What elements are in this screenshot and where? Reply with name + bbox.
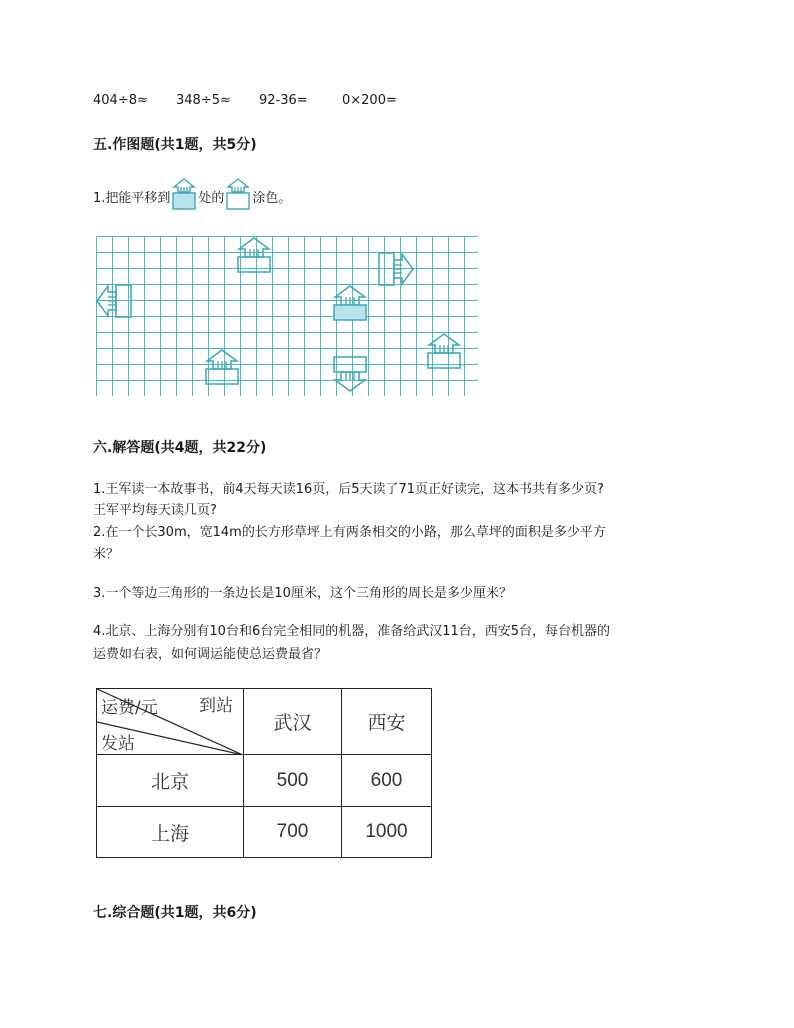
translation-grid-figure [96,236,478,396]
corner-label-destination: 到站 [199,696,233,716]
col-header-wuhan: 武汉 [244,689,342,755]
filled-house-icon [172,178,196,212]
calc-item-4: 0×200= [342,93,397,108]
calc-item-2: 348÷5≈ [176,93,231,108]
row-station-shanghai: 上海 [97,807,244,858]
fee-beijing-xian: 600 [342,755,432,807]
calc-item-3: 92-36= [259,93,308,108]
q1-prefix: 1.把能平移到 [93,191,171,206]
section6-q3: 3.一个等边三角形的一条边长是10厘米，这个三角形的周长是多少厘米？ [93,586,512,601]
section7-heading: 七.综合题(共1题，共6分) [93,905,257,921]
table-row [97,807,432,858]
fee-shanghai-xian: 1000 [342,807,432,858]
section5-heading: 五.作图题(共1题，共5分) [93,137,257,153]
calc-item-1: 404÷8≈ [93,93,148,108]
section6-q2-line1: 2.在一个长30m，宽14m的长方形草坪上有两条相交的小路，那么草坪的面积是多少平方 [93,525,606,540]
house-up-top [238,238,270,272]
house-up-bottom-left [206,350,238,384]
section6-q4-line2: 运费如右表，如何调运能使总运费最省？ [93,647,328,662]
section5-question-1 [93,178,291,212]
q1-suffix: 涂色。 [252,191,292,206]
house-icon [226,178,250,212]
section6-q1-line1: 1.王军读一本故事书，前4天每天读16页，后5天读了71页正好读完，这本书共有多少页? [93,482,604,497]
col-header-xian: 西安 [342,689,432,755]
house-down [334,357,366,391]
section6-q1-line2: 王军平均每天读几页? [93,503,217,518]
section6-q4-line1: 4.北京、上海分别有10台和6台完全相同的机器，准备给武汉11台，西安5台，每台机器的 [93,624,611,639]
grid-lines [97,237,479,397]
fee-beijing-wuhan: 500 [244,755,342,807]
corner-label-origin: 发站 [101,734,135,754]
section6-q2-line2: 米？ [93,547,120,562]
fee-shanghai-wuhan: 700 [244,807,342,858]
house-up-target [334,286,366,320]
freight-fee-table [96,688,432,858]
corner-label-fee: 运费/元 [101,698,158,718]
q1-middle: 处的 [198,191,225,206]
section6-heading: 六.解答题(共4题，共22分) [93,440,267,456]
table-corner-cell [97,689,244,755]
row-station-beijing: 北京 [97,755,244,807]
table-row [97,755,432,807]
